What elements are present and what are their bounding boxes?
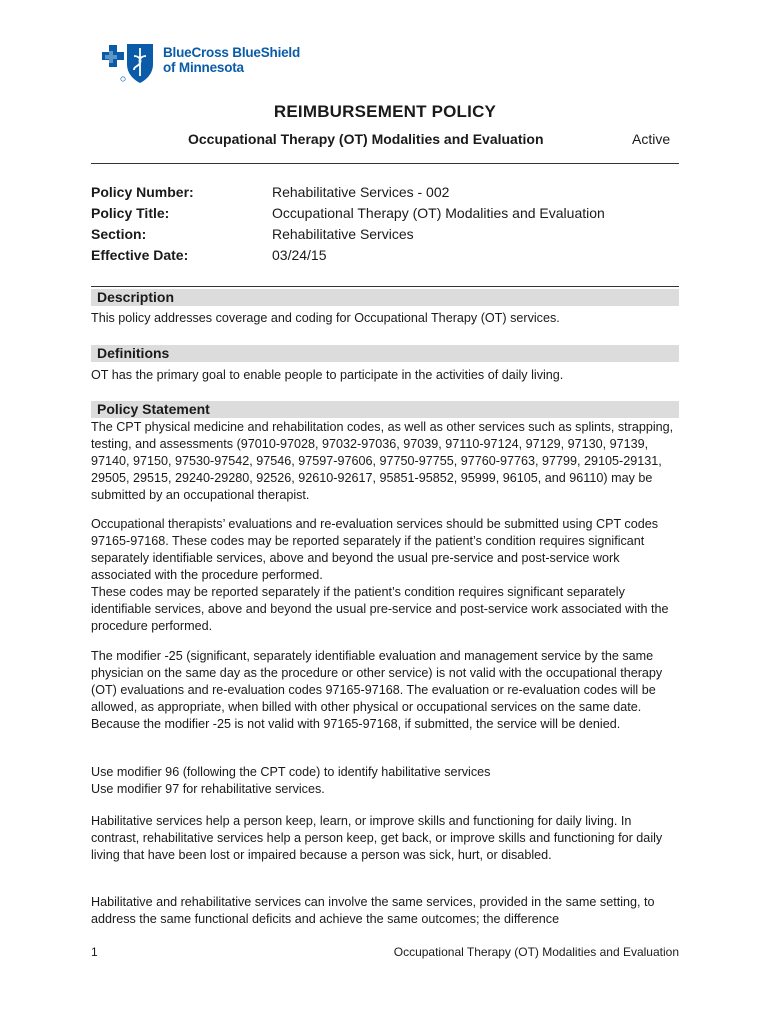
policy-paragraph-4a: Use modifier 96 (following the CPT code) to identify habilitative services <box>91 765 491 779</box>
meta-label: Policy Title: <box>91 205 170 221</box>
section-heading-definitions <box>91 345 679 362</box>
meta-row-policy-title <box>91 205 679 226</box>
section-heading-description <box>91 289 679 306</box>
document-title: REIMBURSEMENT POLICY <box>273 102 497 121</box>
logo-line-1: BlueCross BlueShield <box>163 45 301 60</box>
section-heading-text: Description <box>97 289 175 305</box>
meta-row-section <box>91 226 679 247</box>
policy-paragraph-2a: Occupational therapists’ evaluations and re-evaluation services should be submitted using CPT codes 97165-97168. These codes may be reported separately if the patient’s condition requires significant separately identifiable services, above and beyond the usual pre-service and post-service work associated with the procedure performed. <box>91 517 659 582</box>
footer-page-number: 1 <box>91 945 98 959</box>
meta-value: Rehabilitative Services - 002 <box>272 184 450 200</box>
meta-label: Effective Date: <box>91 247 189 263</box>
policy-status: Active <box>632 131 671 147</box>
bcbs-cross-shield-icon <box>93 38 157 86</box>
meta-label: Section: <box>91 226 147 242</box>
meta-value: Rehabilitative Services <box>272 226 414 242</box>
meta-row-effective-date <box>91 247 679 268</box>
section-heading-text: Definitions <box>97 345 170 361</box>
divider <box>91 286 679 287</box>
definitions-text: OT has the primary goal to enable people to participate in the activities of daily living. <box>91 368 564 382</box>
document-subtitle: Occupational Therapy (OT) Modalities and Evaluation <box>188 131 544 147</box>
description-text: This policy addresses coverage and coding for Occupational Therapy (OT) services. <box>91 311 560 325</box>
meta-value: 03/24/15 <box>272 247 327 263</box>
footer-title: Occupational Therapy (OT) Modalities and Evaluation <box>393 945 679 959</box>
policy-paragraph-6: Habilitative and rehabilitative services can involve the same services, provided in the same setting, to address the same functional deficits and achieve the same outcomes; the difference <box>91 895 655 926</box>
policy-paragraph-4b: Use modifier 97 for rehabilitative services. <box>91 782 325 796</box>
policy-paragraph-2b: These codes may be reported separately if the patient’s condition requires significant separately identifiable services, above and beyond the usual pre-service and post-service work associated with the procedure performed. <box>91 585 669 633</box>
divider <box>91 163 679 164</box>
meta-row-policy-number <box>91 184 679 205</box>
policy-paragraph-1: The CPT physical medicine and rehabilitation codes, as well as other services such as splints, strapping, testing, and assessments (97010-97028, 97032-97036, 97039, 97110-97124, 97129, 97130, 97139, 97140, 97150, 97530-97542, 97546, 97597-97606, 97750-97755, 97760-97763, 97799, 29105-29131, 29505, 29515, 29240-29280, 92526, 92610-92617, 95851-95852, 95999, 96105, and 96110) may be submitted by an occupational therapist. <box>91 420 674 502</box>
meta-value: Occupational Therapy (OT) Modalities and Evaluation <box>272 205 605 221</box>
policy-paragraph-3: The modifier -25 (significant, separately identifiable evaluation and management service by the same physician on the same day as the procedure or other service) is not valid with the occupational therapy (OT) evaluations and re-evaluation codes 97165-97168. The evaluation or re-evaluation codes will be allowed, as appropriate, when billed with other physical or occupational services on the same date. Because the modifier -25 is not valid with 97165-97168, if submitted, the service will be denied. <box>91 649 663 731</box>
section-heading-text: Policy Statement <box>97 401 210 417</box>
policy-metadata <box>91 184 679 268</box>
policy-paragraph-5: Habilitative services help a person keep, learn, or improve skills and functioning for daily living. In contrast, rehabilitative services help a person keep, get back, or improve skills and functioning for daily living that have been lost or impaired because a person was sick, hurt, or disabled. <box>91 814 663 862</box>
meta-label: Policy Number: <box>91 184 194 200</box>
logo-line-2: of Minnesota <box>163 60 244 75</box>
section-heading-policy-statement <box>91 401 679 418</box>
